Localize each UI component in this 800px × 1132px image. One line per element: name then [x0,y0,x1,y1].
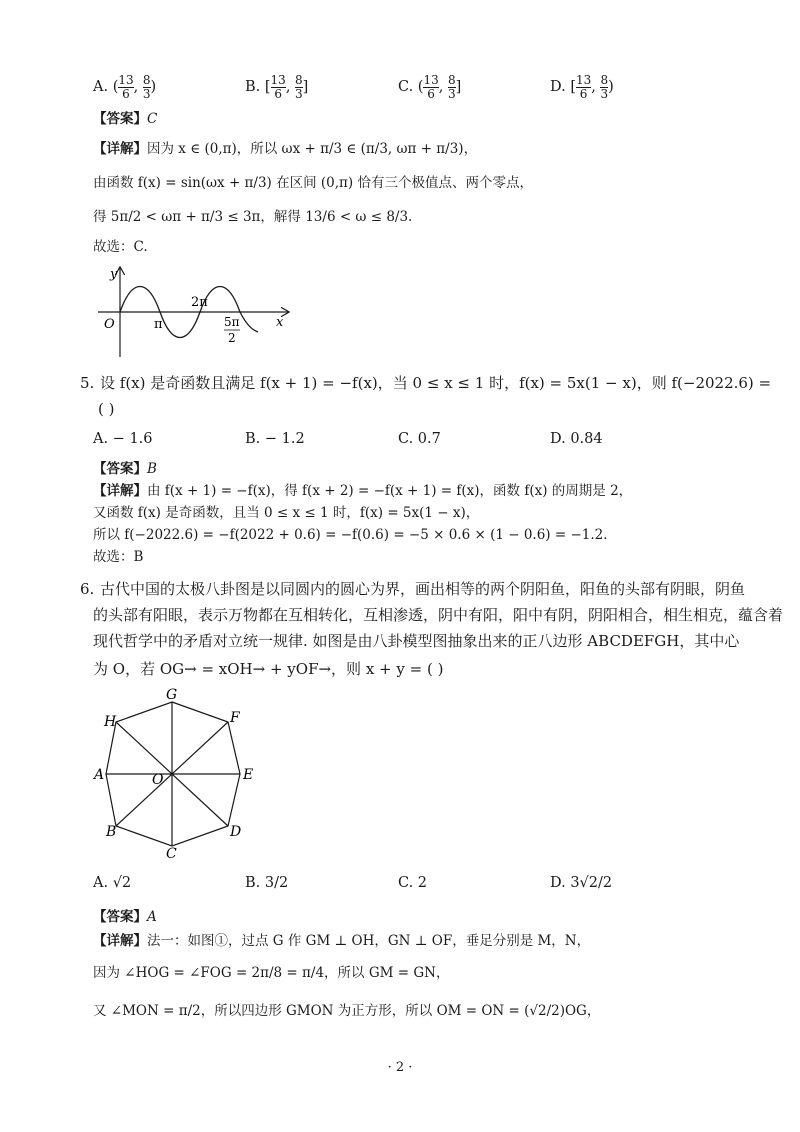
vertex-A: A [94,767,105,783]
q4-option-b: B. [ $\frac{13}{6}$ , $\frac{8}{3}$ ] [245,72,309,101]
two-pi-label: 2π [191,295,208,310]
five-pi-num: 5π [224,315,240,329]
q5-detail-3: 所以 f(−2022.6) = −f(2022 + 0.6) = −f(0.6) = −5 × 0.6 × (1 − 0.6) = −1.2. [93,527,608,543]
q6-detail-1 [93,930,590,952]
q5-stem-1: 设 f(x) 是奇函数且满足 f(x + 1) = −f(x)，当 0 ≤ x ≤ 1 时，f(x) = 5x(1 − x)，则 f(−2022.6) = [100,374,772,392]
q4-option-c: C. ( $\frac{13}{6}$ , $\frac{8}{3}$ ] [398,72,462,101]
q4-detail-4: 故选：C. [93,239,148,255]
vertex-H: H [104,714,117,730]
q4-option-a: A. ( $\frac{13}{6}$ , $\frac{8}{3}$ ) [93,72,157,101]
q5-detail-2: 又函数 f(x) 是奇函数，且当 0 ≤ x ≤ 1 时，f(x) = 5x(1 − x)， [93,505,480,521]
q5-answer-label: 【答案】 [93,461,147,477]
vertex-D: D [230,824,242,840]
q6-option-a: A. √2 [93,875,132,891]
q4-answer-value: C [147,111,158,127]
q5-options [93,424,753,454]
q5-option-d: D. 0.84 [550,431,603,447]
q5-detail-1 [93,480,632,502]
q6-option-b: B. 3/2 [245,875,289,891]
q6-detail-3: 又 ∠MON = π/2，所以四边形 GMON 为正方形，所以 OM = ON = (√2/2)OG， [93,1003,601,1019]
q4-options [93,72,753,102]
q6-answer-value: A [147,909,157,925]
q6-detail-2: 因为 ∠HOG = ∠FOG = 2π/8 = π/4，所以 GM = GN， [93,965,450,981]
q4-option-d: D. [ $\frac{13}{6}$ , $\frac{8}{3}$ ) [550,72,614,101]
q4-detail-label: 【详解】 [93,141,147,157]
vertex-C: C [166,846,177,858]
origin-label: O [104,317,115,332]
q6-octagon-figure [88,688,268,858]
q6-stem-2: 的头部有阳眼，表示万物都在互相转化，互相渗透，阴中有阳，阳中有阴，阴阳相合，相生相克，蕴含着 [93,606,784,624]
q4-detail-1 [93,138,477,160]
vertex-E: E [243,767,254,783]
vertex-F: F [230,710,240,726]
q5-stem-2: ( ) [98,400,115,418]
five-pi-den: 2 [228,331,236,345]
q6-number: 6. [80,580,95,598]
q5-option-b: B. − 1.2 [245,431,305,447]
q6-detail-label: 【详解】 [93,933,147,949]
vertex-B: B [106,824,117,840]
q4-detail-3: 得 5π/2 < ωπ + π/3 ≤ 3π，解得 13/6 < ω ≤ 8/3. [93,209,413,225]
q5-detail-4: 故选：B [93,549,144,565]
q5-option-c: C. 0.7 [398,431,441,447]
q6-answer-label: 【答案】 [93,909,147,925]
page-number: · 2 · [387,1060,413,1075]
q6-stem-4: 为 O，若 OG→ = xOH→ + yOF→，则 x + y = ( ) [93,660,444,678]
q4-answer [93,108,157,130]
q4-detail-2: 由函数 f(x) = sin(ωx + π/3) 在区间 (0,π) 恰有三个极值点、两个零点， [93,175,533,191]
q6-stem-3: 现代哲学中的矛盾对立统一规律. 如图是由八卦模型图抽象出来的正八边形 ABCDEFGH，其中心 [93,632,740,650]
q6-options [93,868,753,898]
q5-option-a: A. − 1.6 [93,431,153,447]
q4-answer-label: 【答案】 [93,111,147,127]
q5-detail-label: 【详解】 [93,483,147,499]
y-axis-label: y [110,267,118,282]
vertex-G: G [166,688,178,703]
q6-stem-1: 古代中国的太极八卦图是以同圆内的圆心为界，画出相等的两个阴阳鱼，阳鱼的头部有阴眼，阴鱼 [100,580,746,598]
q4-sine-graph [98,262,298,362]
center-O: O [152,772,164,788]
q6-detail-text-1: 法一：如图①，过点 G 作 GM ⊥ OH，GN ⊥ OF，垂足分别是 M，N， [147,933,591,949]
q6-option-d: D. 3√2/2 [550,875,613,891]
q4-detail-text-1: 因为 x ∈ (0,π)，所以 ωx + π/3 ∈ (π/3, ωπ + π/3)， [147,141,478,157]
q6-option-c: C. 2 [398,875,428,891]
q5-answer [93,458,157,480]
q5-number: 5. [80,374,95,392]
q5-answer-value: B [147,461,157,477]
x-axis-label: x [276,315,284,330]
q6-answer [93,906,157,928]
q5-detail-text-1: 由 f(x + 1) = −f(x)，得 f(x + 2) = −f(x + 1) = f(x)，函数 f(x) 的周期是 2， [147,483,633,499]
pi-label: π [154,317,163,332]
